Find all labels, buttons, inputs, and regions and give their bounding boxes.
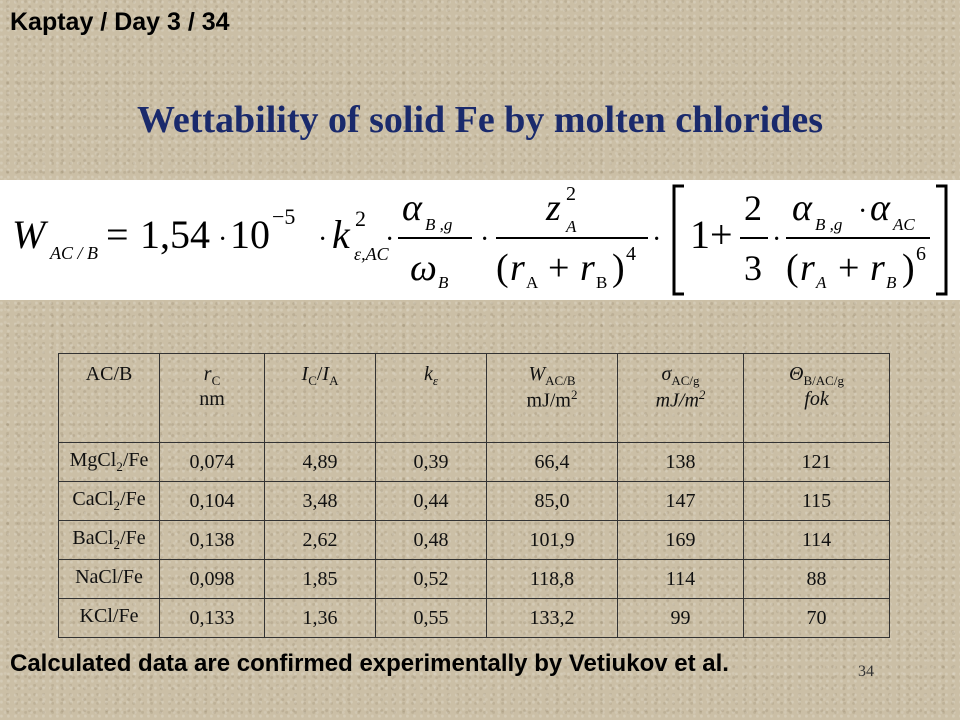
formula-z-sub: A <box>566 217 577 236</box>
cell-ac-b-base: MgCl <box>69 449 117 471</box>
formula-bracket-close <box>936 186 946 294</box>
formula-rb-sub-2: B <box>886 273 897 292</box>
cell-ac-b-sub: 2 <box>113 498 121 513</box>
header-label: Kaptay / Day 3 / 34 <box>10 8 230 36</box>
col-header-theta-sub: B/AC/g <box>803 373 844 388</box>
formula-r-4: r <box>870 247 885 289</box>
formula-alpha: α <box>402 187 422 229</box>
col-header-w-sub: AC/B <box>545 373 576 388</box>
formula-paren-open-2: ( <box>786 247 799 289</box>
cell-ac-b-sub: 2 <box>113 537 121 552</box>
cell-ic-ia: 4,89 <box>265 443 376 482</box>
formula-exp: −5 <box>272 204 296 229</box>
formula-ra-sub-1: A <box>526 273 539 292</box>
formula-one: 1 <box>690 212 710 257</box>
cell-theta: 115 <box>744 482 890 521</box>
col-header-theta-unit: fok <box>804 388 829 411</box>
formula-dot-6: · <box>772 224 782 255</box>
col-header-k-symbol: k <box>423 363 433 385</box>
cell-rc: 0,138 <box>160 521 265 560</box>
col-header-rc-unit: nm <box>199 388 225 411</box>
formula-rb-sub-1: B <box>596 273 608 292</box>
formula-plus-1: + <box>548 247 570 289</box>
formula-r-1: r <box>510 247 525 289</box>
formula-dot-2: · <box>318 224 328 255</box>
table-header-row <box>59 354 890 443</box>
formula-alpha-2-sub: B ,g <box>815 215 843 234</box>
col-header-ic-symbol: I <box>301 363 309 385</box>
col-header-sigma-symbol: σ <box>661 363 672 385</box>
col-header-w-symbol: W <box>528 363 546 385</box>
formula-ra-sub-2: A <box>816 273 827 292</box>
col-header-ic-ia <box>265 354 376 443</box>
cell-rc: 0,104 <box>160 482 265 521</box>
col-header-sigma-unit: mJ/m <box>655 389 699 412</box>
formula-dot-5: · <box>652 224 662 255</box>
cell-theta: 121 <box>744 443 890 482</box>
formula-lhs-w: W <box>12 212 46 257</box>
cell-ac-b <box>59 443 160 482</box>
cell-ic-ia: 1,36 <box>265 599 376 638</box>
cell-sigma: 138 <box>618 443 744 482</box>
cell-sigma: 99 <box>618 599 744 638</box>
col-header-k-sub: ε <box>432 373 438 388</box>
cell-k: 0,55 <box>376 599 487 638</box>
formula-alpha-3-sub: AC <box>893 215 915 234</box>
table-row <box>59 521 890 560</box>
col-header-ac-b <box>59 354 160 443</box>
col-header-rc <box>160 354 265 443</box>
formula-omega-sub: B <box>438 273 449 292</box>
formula-omega: ω <box>410 247 437 289</box>
formula-z: z <box>546 187 561 229</box>
formula-plus-2: + <box>710 212 733 257</box>
formula-den-exp-6: 6 <box>916 243 926 265</box>
formula-alpha-sub: B ,g <box>425 215 453 234</box>
cell-sigma: 169 <box>618 521 744 560</box>
slide-title: Wettability of solid Fe by molten chlorides <box>136 99 824 141</box>
formula-equals: = <box>106 212 129 257</box>
formula-plus-3: + <box>838 247 860 289</box>
formula-k-exp: 2 <box>355 206 366 231</box>
col-header-theta-symbol: Θ <box>789 363 804 385</box>
formula-den-exp-4: 4 <box>626 243 636 265</box>
formula-svg <box>0 180 960 300</box>
cell-ac-b-suffix: /Fe <box>120 488 146 510</box>
col-header-ic-sub: C <box>308 373 317 388</box>
col-header-ia-symbol: I <box>322 363 330 385</box>
formula-bracket-open <box>674 186 684 294</box>
cell-ic-ia: 3,48 <box>265 482 376 521</box>
cell-ac-b-base: KCl/Fe <box>79 605 139 627</box>
formula-dot-3: · <box>385 224 395 255</box>
cell-k: 0,39 <box>376 443 487 482</box>
cell-ac-b <box>59 599 160 638</box>
col-header-rc-sub: C <box>211 373 221 388</box>
cell-theta: 70 <box>744 599 890 638</box>
table-row <box>59 560 890 599</box>
formula-paren-open-1: ( <box>496 247 509 289</box>
table-row <box>59 599 890 638</box>
cell-w: 85,0 <box>487 482 618 521</box>
formula-k: k <box>332 212 350 257</box>
formula-two: 2 <box>744 188 762 228</box>
formula-r-3: r <box>800 247 815 289</box>
col-header-w-unit: mJ/m <box>526 389 571 412</box>
formula-paren-close-1: ) <box>612 247 625 289</box>
cell-ac-b-suffix: /Fe <box>122 449 149 471</box>
formula-r-2: r <box>580 247 595 289</box>
cell-ac-b-base: CaCl <box>72 488 114 510</box>
cell-ic-ia: 2,62 <box>265 521 376 560</box>
cell-w: 118,8 <box>487 560 618 599</box>
col-header-w <box>487 354 618 443</box>
cell-ac-b-base: NaCl/Fe <box>75 566 143 588</box>
data-table <box>58 353 890 638</box>
col-header-sigma-sub: AC/g <box>671 373 700 388</box>
formula-band <box>0 180 960 300</box>
formula-alpha-2: α <box>792 187 812 229</box>
cell-k: 0,48 <box>376 521 487 560</box>
col-header-theta <box>744 354 890 443</box>
cell-w: 101,9 <box>487 521 618 560</box>
cell-sigma: 114 <box>618 560 744 599</box>
formula-alpha-3: α <box>870 187 890 229</box>
col-header-rc-symbol: r <box>203 363 212 385</box>
formula-dot-1: · <box>218 224 228 255</box>
cell-ac-b <box>59 521 160 560</box>
cell-theta: 114 <box>744 521 890 560</box>
cell-w: 133,2 <box>487 599 618 638</box>
formula-dot-7: · <box>858 196 868 227</box>
formula-z-exp: 2 <box>566 183 576 205</box>
col-header-k <box>376 354 487 443</box>
cell-ac-b-sub: 2 <box>116 459 123 474</box>
cell-k: 0,44 <box>376 482 487 521</box>
col-header-ia-sub: A <box>329 373 339 388</box>
cell-w: 66,4 <box>487 443 618 482</box>
cell-rc: 0,098 <box>160 560 265 599</box>
cell-rc: 0,074 <box>160 443 265 482</box>
formula-ten: 10 <box>230 212 270 257</box>
cell-ac-b-suffix: /Fe <box>120 527 146 549</box>
cell-ic-ia: 1,85 <box>265 560 376 599</box>
formula-paren-close-2: ) <box>902 247 915 289</box>
formula-dot-4: · <box>480 224 490 255</box>
page-number: 34 <box>858 663 874 680</box>
col-header-sigma-unit-sup: 2 <box>698 387 706 403</box>
formula-lhs-sub: AC / B <box>50 243 98 263</box>
cell-theta: 88 <box>744 560 890 599</box>
cell-ac-b <box>59 560 160 599</box>
col-header-w-unit-sup: 2 <box>570 387 578 403</box>
formula-k-sub: ε,AC <box>354 244 389 264</box>
col-header-sigma <box>618 354 744 443</box>
table-row <box>59 443 890 482</box>
cell-sigma: 147 <box>618 482 744 521</box>
col-header-ic-sep: / <box>316 363 323 385</box>
formula-coef: 1,54 <box>140 212 210 257</box>
cell-ac-b <box>59 482 160 521</box>
cell-rc: 0,133 <box>160 599 265 638</box>
formula-three: 3 <box>744 248 762 288</box>
footer-note: Calculated data are confirmed experimentally by Vetiukov et al. <box>10 650 729 677</box>
cell-k: 0,52 <box>376 560 487 599</box>
table-row <box>59 482 890 521</box>
col-header-ac-b-label: AC/B <box>85 363 133 385</box>
cell-ac-b-base: BaCl <box>72 527 114 549</box>
